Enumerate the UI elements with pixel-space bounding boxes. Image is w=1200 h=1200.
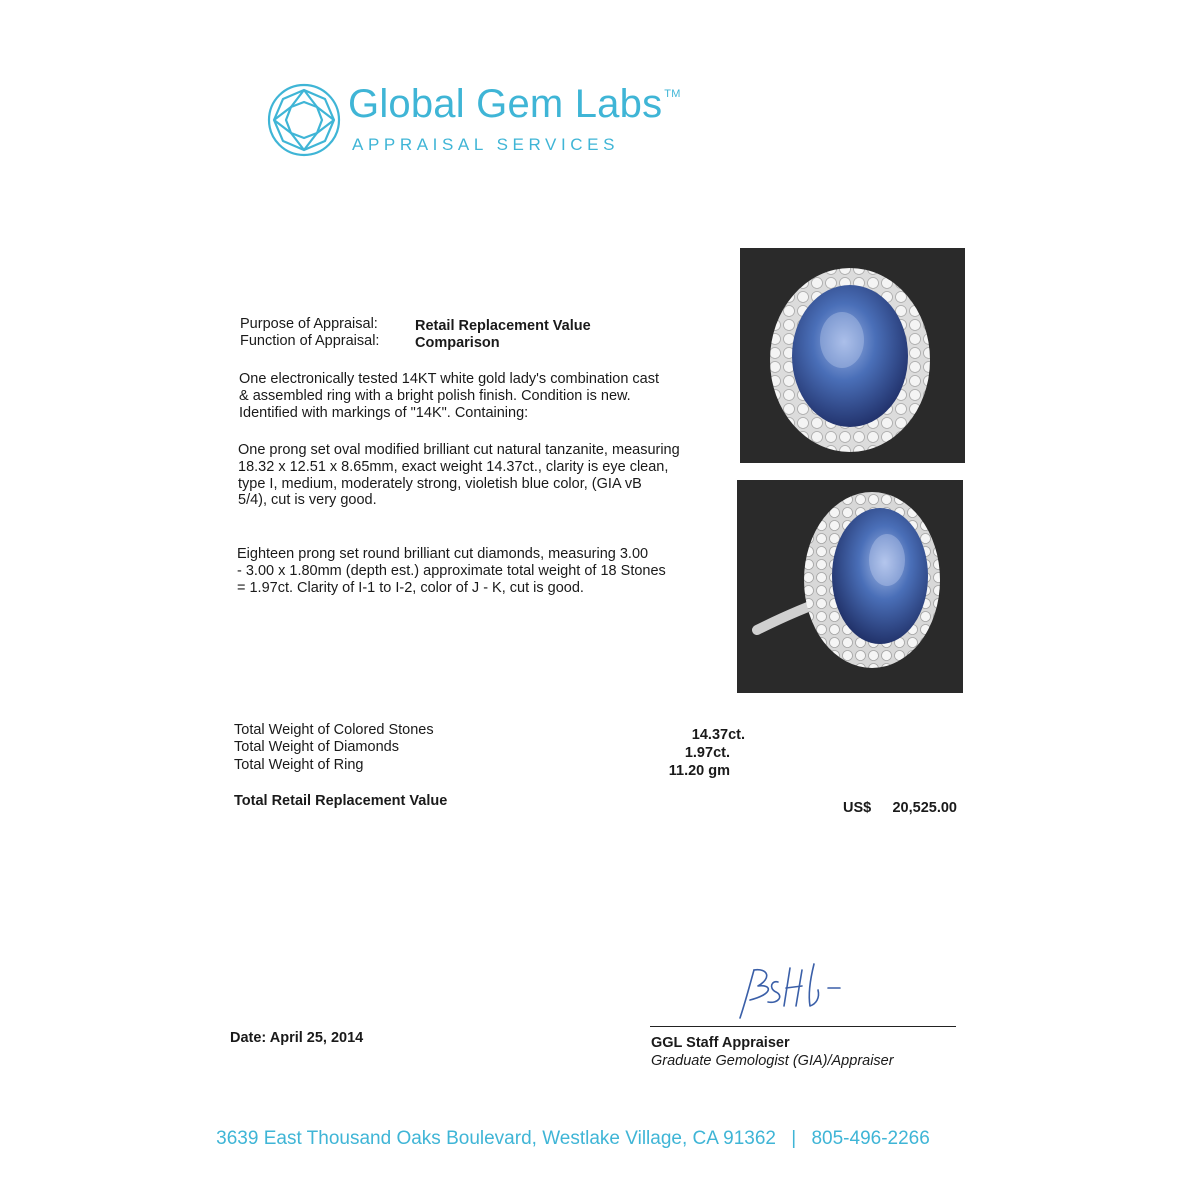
- footer-separator: |: [791, 1128, 797, 1149]
- brand-name: [348, 82, 681, 127]
- ring-description-line: Identified with markings of "14K". Containing:: [239, 404, 529, 421]
- retail-value-label: Total Retail Replacement Value: [234, 793, 448, 809]
- appraisal-date: Date: April 25, 2014: [230, 1030, 364, 1046]
- brand-name-text: Global Gem Labs: [348, 82, 663, 126]
- diamond-description: [237, 546, 707, 596]
- purpose-value: Retail Replacement Value: [415, 318, 591, 334]
- colored-stones-label: Total Weight of Colored Stones: [234, 722, 434, 738]
- diamond-description-line: - 3.00 x 1.80mm (depth est.) approximate total weight of 18 Stones: [237, 562, 666, 579]
- footer-contact: [0, 1128, 1146, 1150]
- brand-subtitle: APPRAISAL SERVICES: [352, 135, 620, 154]
- function-value: Comparison: [415, 335, 500, 351]
- retail-value-amount: 20,525.00: [892, 800, 957, 816]
- tanzanite-description-line: One prong set oval modified brilliant cut natural tanzanite, measuring: [238, 442, 680, 458]
- tanzanite-description-line: type I, medium, moderately strong, violetish blue color, (GIA vB: [238, 475, 642, 492]
- appraiser-title: GGL Staff Appraiser: [651, 1035, 790, 1051]
- diamond-description-line: Eighteen prong set round brilliant cut diamonds, measuring 3.00: [237, 546, 649, 562]
- purpose-label: Purpose of Appraisal:: [240, 316, 378, 332]
- appraiser-credential: Graduate Gemologist (GIA)/Appraiser: [651, 1053, 894, 1069]
- diamonds-label: Total Weight of Diamonds: [234, 739, 399, 755]
- ring-weight-value: 11.20 gm: [668, 763, 730, 779]
- colored-stones-value: 14.37ct.: [691, 727, 745, 743]
- diamond-description-line: = 1.97ct. Clarity of I-1 to I-2, color of J - K, cut is good.: [237, 579, 584, 596]
- ring-front-photo: [740, 248, 965, 463]
- ring-weight-label: Total Weight of Ring: [234, 757, 364, 773]
- trademark-mark: TM: [664, 88, 681, 100]
- function-label: Function of Appraisal:: [240, 333, 380, 349]
- signature-line: [650, 1026, 956, 1027]
- currency-label: US$: [843, 800, 872, 816]
- ring-description-line: One electronically tested 14KT white gold lady's combination cast: [239, 371, 660, 387]
- gem-logo-icon: [266, 82, 342, 158]
- signature-graphic: [728, 960, 878, 1022]
- footer-address: 3639 East Thousand Oaks Boulevard, Westlake Village, CA 91362: [216, 1128, 776, 1149]
- tanzanite-description-line: 5/4), cut is very good.: [238, 492, 377, 509]
- diamonds-value: 1.97ct.: [684, 745, 730, 761]
- tanzanite-description: [238, 442, 708, 509]
- ring-description: [239, 371, 709, 421]
- tanzanite-description-line: 18.32 x 12.51 x 8.65mm, exact weight 14.37ct., clarity is eye clean,: [238, 458, 669, 475]
- footer-phone: 805-496-2266: [811, 1128, 930, 1149]
- ring-description-line: & assembled ring with a bright polish finish. Condition is new.: [239, 387, 631, 404]
- ring-angle-photo: [737, 480, 963, 693]
